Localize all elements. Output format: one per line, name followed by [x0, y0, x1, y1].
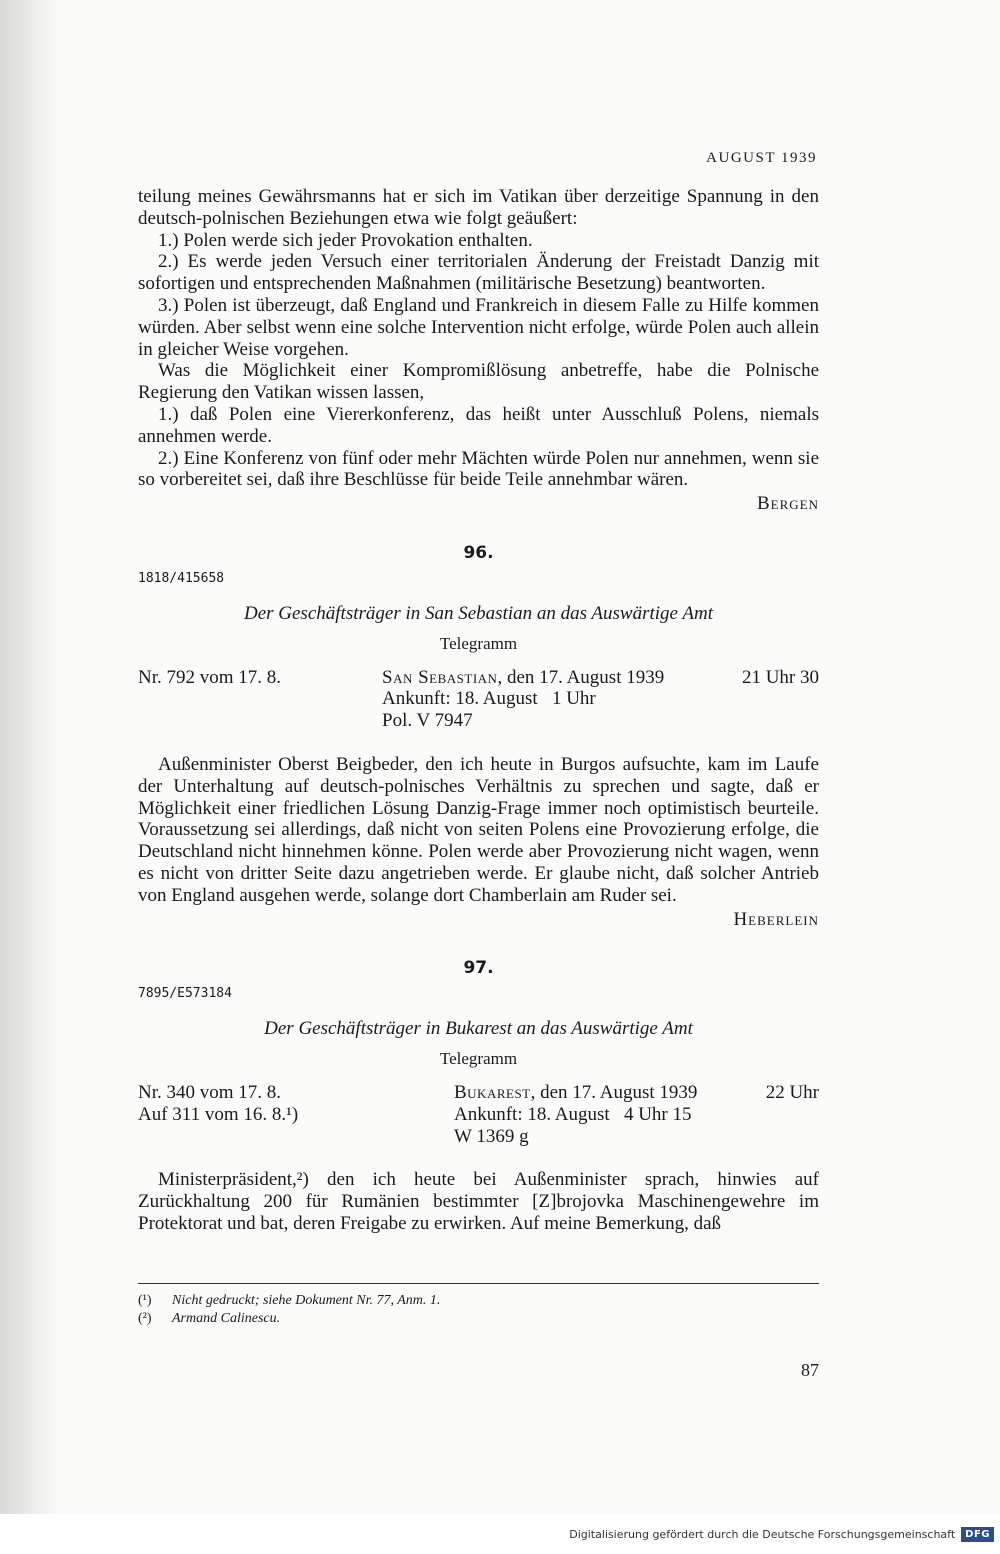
paragraph: 2.) Eine Konferenz von fünf oder mehr Mächten würde Polen nur annehmen, wenn sie so vorbereitet sei, daß ihre Beschlüsse für beide Teile annehmbar wären.: [138, 447, 819, 491]
paragraph: 2.) Es werde jeden Versuch einer territorialen Änderung der Freistadt Danzig mit sofortigen und entsprechenden Maßnahmen (militärische Besetzung) beantworten.: [138, 251, 819, 295]
document-number: 96.: [463, 542, 494, 563]
send-time: 21 Uhr 30: [741, 666, 819, 688]
paragraph: 1.) daß Polen eine Viererkonferenz, das heißt unter Ausschluß Polens, niemals annehmen werde.: [138, 403, 819, 447]
telegram-reply-ref: Auf 311 vom 16. 8.¹): [138, 1103, 299, 1125]
place-name: Bukarest: [454, 1081, 531, 1103]
footnote-text: Nicht gedruckt; siehe Dokument Nr. 77, Anm. 1.: [172, 1293, 441, 1308]
file-reference: 7895/E573184: [138, 986, 232, 1002]
signature-heberlein: Heberlein: [733, 908, 819, 930]
credit-bar: [0, 1514, 1000, 1554]
document-body: Ministerpräsident,²) den ich heute bei Außenminister sprach, hinwies auf Zurückhaltung 200 für Rumänien bestimmter [Z]brojovka Maschinengewehre im Protektorat und bat, deren Freigabe zu erwirken. Auf meine Bemerkung, daß: [138, 1169, 819, 1234]
date-line: , den 17. August 1939: [530, 1081, 698, 1103]
telegram-metadata: [138, 667, 819, 732]
footnotes: [138, 1283, 819, 1328]
document-title: Der Geschäftsträger in Bukarest an das Auswärtige Amt: [264, 1018, 693, 1040]
document-type: Telegramm: [439, 633, 518, 653]
document-title: Der Geschäftsträger in San Sebastian an das Auswärtige Amt: [243, 602, 714, 624]
document-number: 97.: [463, 958, 494, 979]
footnote: [138, 1292, 819, 1310]
footnote-mark: (¹): [138, 1293, 152, 1308]
arrival-line: Ankunft: 18. August 4 Uhr 15: [454, 1103, 692, 1125]
running-head: AUGUST 1939: [706, 150, 817, 166]
signature-bergen: Bergen: [756, 493, 819, 515]
document-body: Außenminister Oberst Beigbeder, den ich heute in Burgos aufsuchte, kam im Laufe der Unterhaltung auf deutsch-polnisches Verhältnis zu sprechen und sagte, daß er Möglichkeit einer friedlichen Lösung Danzig-Frage immer noch optimistisch beurteile. Voraussetzung sei allerdings, daß nicht von seiten Polens eine Provozierung erfolge, die Deutschland nicht hinnehmen könne. Polen werde aber Provozierung nicht wagen, wenn es nicht von dritter Seite dazu angetrieben werde. Er glaube nicht, daß solcher Antrieb von England ausgehen werde, solange dort Chamberlain am Ruder sei.: [138, 753, 819, 906]
page-number: 87: [801, 1360, 819, 1380]
paragraph: 1.) Polen werde sich jeder Provokation enthalten.: [158, 229, 533, 251]
dfg-logo: DFG: [961, 1527, 994, 1542]
place-name: San Sebastian: [382, 666, 498, 688]
telegram-metadata: [138, 1082, 819, 1147]
document-type: Telegramm: [439, 1049, 518, 1069]
footnote: [138, 1310, 819, 1328]
paragraph: teilung meines Gewährsmanns hat er sich im Vatikan über derzeitige Spannung in den deutsch-polnischen Beziehungen etwa wie folgt geäußert:: [138, 186, 819, 229]
paragraph: Was die Möglichkeit einer Kompromißlösung anbetreffe, habe die Polnische Regierung den Vatikan wissen lassen,: [138, 360, 819, 404]
reference-line: Pol. V 7947: [382, 710, 473, 732]
document-96-header: [138, 543, 819, 591]
paragraph: 3.) Polen ist überzeugt, daß England und Frankreich in diesem Falle zu Hilfe kommen würden. Aber selbst wenn eine solche Intervention nicht erfolge, würde Polen auch allein in gleicher Weise vorgehen.: [138, 294, 819, 360]
telegram-number: Nr. 340 vom 17. 8.: [138, 1081, 282, 1103]
file-reference: 1818/415658: [138, 570, 225, 586]
reference-line: W 1369 g: [454, 1125, 529, 1147]
document-97-header: [138, 958, 819, 1006]
date-line: , den 17. August 1939: [497, 666, 665, 688]
telegram-number: Nr. 792 vom 17. 8.: [138, 666, 282, 688]
send-time: 22 Uhr: [765, 1081, 819, 1103]
binding-shadow: [0, 0, 60, 1514]
text-column: [138, 186, 819, 1235]
footnote-mark: (²): [138, 1311, 152, 1326]
arrival-line: Ankunft: 18. August 1 Uhr: [382, 688, 596, 710]
credit-text: Digitalisierung gefördert durch die Deutsche Forschungsgemeinschaft: [569, 1527, 956, 1541]
footnote-text: Armand Calinescu.: [172, 1311, 281, 1326]
